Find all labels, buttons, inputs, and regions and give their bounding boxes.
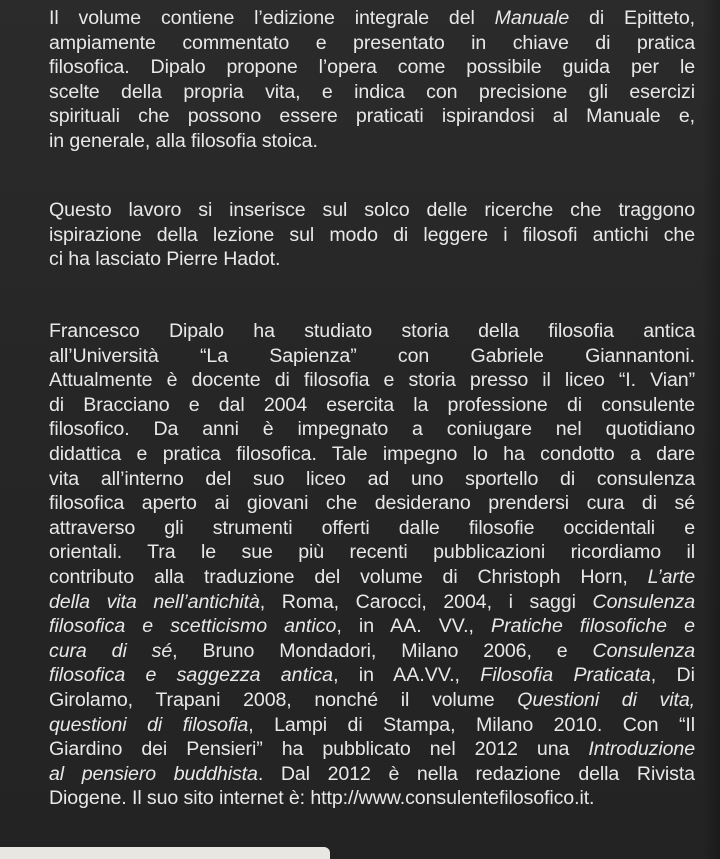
bio-line (49, 442, 695, 467)
paragraph1-line (49, 31, 695, 56)
bio-line (49, 688, 695, 713)
body-text: , in AA.VV., (333, 664, 481, 687)
body-text: , Bruno Mondadori, Milano 2006, e (172, 639, 593, 662)
italic-title-text: filosofica e scetticismo antico (49, 615, 337, 638)
body-text: in generale, alla filosofia stoica. (49, 129, 318, 152)
italic-title-text: Pratiche filosofiche e (491, 615, 695, 638)
bio-line (49, 467, 695, 492)
italic-title-text: filosofica e saggezza antica (49, 664, 334, 687)
paragraph1-line (49, 129, 695, 154)
paragraph1-line (49, 6, 695, 31)
body-text: vita all’interno del suo liceo ad uno sportello di consulenza (49, 467, 695, 490)
body-text: contributo alla traduzione del volume di Christoph Horn, (49, 565, 648, 588)
body-text: Questo lavoro si inserisce sul solco delle ricerche che traggono (49, 199, 695, 221)
body-text: spirituali che possono essere praticati ispirandosi al Manuale e, (49, 105, 695, 128)
bio-line (49, 491, 695, 516)
italic-title-text: questioni di filosofia (49, 713, 249, 736)
body-text: ampiamente commentato e presentato in chiave di pratica (49, 31, 695, 54)
body-text: scelte della propria vita, e indica con precisione gli esercizi (49, 80, 695, 103)
body-text: Giardino dei Pensieri” ha pubblicato nel 2012 una (49, 738, 589, 761)
italic-title-text: Consulenza (592, 639, 695, 662)
price-sticker-edge (0, 847, 330, 859)
italic-title-text: L’arte (647, 565, 695, 588)
bio-line (49, 614, 695, 639)
body-text: , Di (650, 664, 695, 687)
body-text: filosofica. Dipalo propone l’opera come possibile guida per le (49, 56, 695, 79)
body-text: , Roma, Carocci, 2004, i saggi (259, 590, 593, 613)
body-text: ci ha lasciato Pierre Hadot. (49, 248, 281, 271)
bio-line (49, 713, 695, 738)
paragraph1-line (49, 80, 695, 105)
body-text: di Bracciano e dal 2004 esercita la professione di consulente (49, 393, 695, 416)
body-text: filosofico. Da anni è impegnato a coniugare nel quotidiano (49, 418, 695, 441)
italic-title-text: della vita nell’antichità (49, 590, 260, 613)
body-text: Francesco Dipalo ha studiato storia della filosofia antica (49, 320, 695, 342)
paragraph1-line (49, 104, 695, 129)
bio-line (49, 737, 695, 762)
bio-line (49, 540, 695, 565)
italic-title-text: al pensiero buddhista (49, 762, 258, 785)
bio-line (49, 565, 695, 590)
italic-title-text: Consulenza (592, 590, 695, 613)
bio-line (49, 590, 695, 615)
bio-line (49, 639, 695, 664)
body-text: filosofica aperto ai giovani che desiderano prendersi cura di sé (49, 492, 695, 515)
bio-line (49, 516, 695, 541)
italic-title-text: Questioni di vita, (517, 688, 695, 711)
body-text: attraverso gli strumenti offerti dalle filosofie occidentali e (49, 516, 695, 539)
bio-line (49, 319, 695, 344)
description-paragraph-2 (49, 198, 695, 272)
body-text: . Dal 2012 è nella redazione della Rivista (257, 762, 695, 785)
cover-edge-shadow (702, 0, 720, 859)
bio-line (49, 344, 695, 369)
paragraph2-line (49, 223, 695, 248)
bio-line (49, 762, 695, 787)
bio-line (49, 417, 695, 442)
author-biography (49, 319, 695, 811)
description-paragraph-1 (49, 6, 695, 154)
body-text: didattica e pratica filosofica. Tale impegno lo ha condotto a dare (49, 442, 695, 465)
body-text: di Epitteto, (569, 7, 695, 29)
body-text: , in AA. VV., (336, 615, 491, 638)
italic-title-text: Filosofia Praticata (480, 664, 651, 687)
bio-line (49, 663, 695, 688)
bio-line (49, 786, 695, 811)
paragraph2-line (49, 247, 695, 272)
body-text: Girolamo, Trapani 2008, nonché il volume (49, 688, 518, 711)
body-text: Il volume contiene l’edizione integrale del (49, 7, 495, 29)
body-text: ispirazione della lezione sul modo di leggere i filosofi antichi che (49, 223, 695, 246)
body-text: Diogene. Il suo sito internet è: http://www.consulentefilosofico.it. (49, 787, 595, 810)
italic-title-text: Manuale (494, 7, 570, 29)
italic-title-text: cura di sé (49, 639, 173, 662)
body-text: orientali. Tra le sue più recenti pubblicazioni ricordiamo il (49, 541, 695, 564)
bio-line (49, 393, 695, 418)
paragraph2-line (49, 198, 695, 223)
bio-line (49, 368, 695, 393)
italic-title-text: Introduzione (588, 738, 695, 761)
body-text: , Lampi di Stampa, Milano 2010. Con “Il (248, 713, 695, 736)
body-text: Attualmente è docente di filosofia e storia presso il liceo “I. Vian” (49, 369, 695, 392)
body-text: all’Università “La Sapienza” con Gabriele Giannantoni. (49, 344, 695, 367)
paragraph1-line (49, 55, 695, 80)
